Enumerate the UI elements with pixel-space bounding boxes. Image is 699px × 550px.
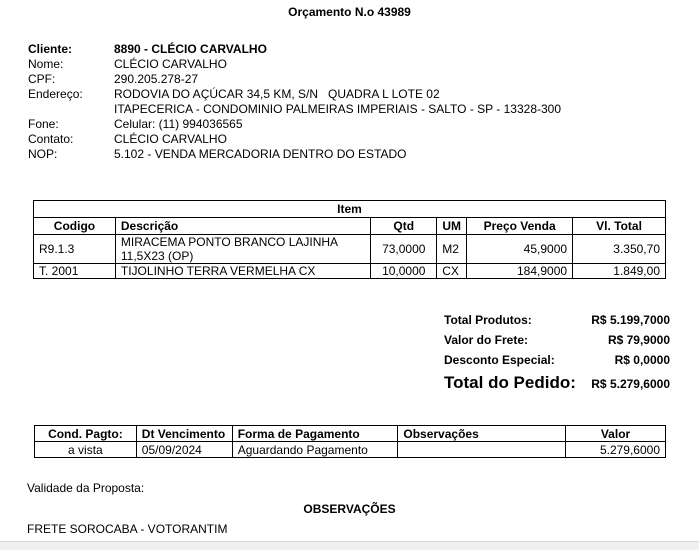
row-qtd: 10,0000 — [371, 264, 437, 279]
desconto-label: Desconto Especial: — [444, 353, 555, 367]
pay-observacoes — [398, 442, 566, 458]
total-pedido-value: R$ 5.279,6000 — [591, 377, 670, 391]
page-title: Orçamento N.o 43989 — [288, 5, 411, 19]
row-total: 1.849,00 — [573, 264, 666, 279]
col-cond-pagto: Cond. Pagto: — [35, 426, 137, 442]
items-header: Item — [34, 201, 666, 218]
observacoes-title: OBSERVAÇÕES — [303, 502, 396, 516]
total-produtos-value: R$ 5.199,7000 — [591, 313, 670, 327]
table-row — [34, 264, 666, 279]
row-qtd: 73,0000 — [371, 235, 437, 264]
row-descricao: MIRACEMA PONTO BRANCO LAJINHA 11,5X23 (OP) — [115, 235, 370, 264]
col-valor: Valor — [566, 426, 666, 442]
endereco-line1: RODOVIA DO AÇÚCAR 34,5 KM, S/N QUADRA L LOTE 02 — [114, 87, 440, 101]
col-preco: Preço Venda — [467, 218, 573, 235]
valor-frete-label: Valor do Frete: — [444, 333, 529, 347]
cliente-value: 8890 - CLÉCIO CARVALHO — [114, 42, 267, 56]
nome-value: CLÉCIO CARVALHO — [114, 57, 227, 71]
row-um: M2 — [437, 235, 467, 264]
col-observacoes: Observações — [398, 426, 566, 442]
fone-label: Fone: — [28, 117, 59, 131]
col-total: Vl. Total — [573, 218, 666, 235]
client-info — [28, 42, 561, 162]
row-um: CX — [437, 264, 467, 279]
col-forma-pagamento: Forma de Pagamento — [232, 426, 398, 442]
nop-label: NOP: — [28, 147, 58, 161]
cpf-value: 290.205.278-27 — [114, 72, 199, 86]
row-preco: 45,9000 — [467, 235, 573, 264]
row-total: 3.350,70 — [573, 235, 666, 264]
nop-value: 5.102 - VENDA MERCADORIA DENTRO DO ESTADO — [114, 147, 407, 161]
desconto-value: R$ 0,0000 — [614, 353, 670, 367]
items-table — [33, 200, 666, 279]
fone-value: Celular: (11) 994036565 — [114, 117, 243, 131]
pay-vencimento: 05/09/2024 — [136, 442, 232, 458]
totals-block — [444, 310, 670, 396]
row-codigo: R9.1.3 — [34, 235, 116, 264]
pay-valor: 5.279,6000 — [566, 442, 666, 458]
col-codigo: Codigo — [34, 218, 116, 235]
cliente-label: Cliente: — [28, 42, 73, 56]
col-um: UM — [437, 218, 467, 235]
payment-table — [34, 425, 666, 458]
row-preco: 184,9000 — [467, 264, 573, 279]
endereco-line2: ITAPECERICA - CONDOMINIO PALMEIRAS IMPERIAIS - SALTO - SP - 13328-300 — [114, 102, 562, 116]
valor-frete-value: R$ 79,9000 — [607, 333, 670, 347]
validade-label: Validade da Proposta: — [27, 481, 145, 495]
contato-label: Contato: — [28, 132, 74, 146]
col-qtd: Qtd — [371, 218, 437, 235]
col-dt-vencimento: Dt Vencimento — [136, 426, 232, 442]
pay-forma: Aguardando Pagamento — [232, 442, 398, 458]
contato-value: CLÉCIO CARVALHO — [114, 132, 227, 146]
row-codigo: T. 2001 — [34, 264, 116, 279]
observacoes-text: FRETE SOROCABA - VOTORANTIM — [27, 522, 228, 536]
col-descricao: Descrição — [115, 218, 370, 235]
table-row — [35, 442, 666, 458]
endereco-label: Endereço: — [28, 87, 83, 101]
table-row — [34, 235, 666, 264]
row-descricao: TIJOLINHO TERRA VERMELHA CX — [115, 264, 370, 279]
pay-cond: a vista — [35, 442, 137, 458]
total-pedido-label: Total do Pedido: — [444, 373, 576, 392]
cpf-label: CPF: — [28, 72, 56, 86]
nome-label: Nome: — [28, 57, 64, 71]
total-produtos-label: Total Produtos: — [444, 313, 532, 327]
